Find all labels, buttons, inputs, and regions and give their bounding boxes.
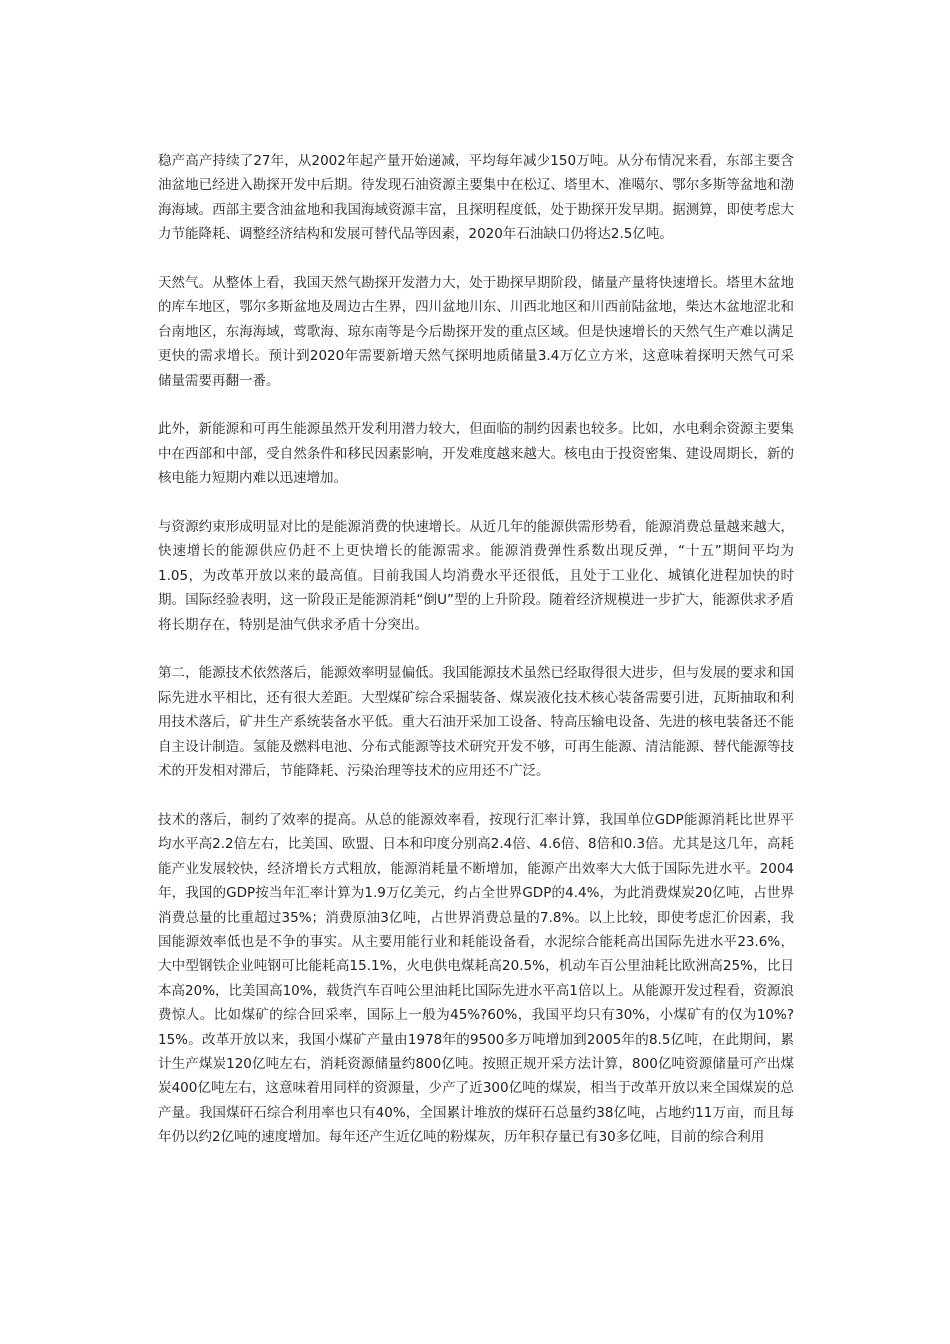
paragraph-natural-gas: 天然气。从整体上看，我国天然气勘探开发潜力大，处于勘探早期阶段，储量产量将快速增长。塔里木盆地的库车地区，鄂尔多斯盆地及周边古生界，四川盆地川东、川西北地区和川西前陆盆地，柴达木盆地涩北和台南地区，东海海域，莺歌海、琼东南等是今后勘探开发的重点区域。但是快速增长的天然气生产难以满足更快的需求增长。预计到2020年需要新增天然气探明地质储量3.4万亿立方米，这意味着探明天然气可采储量需要再翻一番。 [158,275,794,389]
paragraph-new-energy: 此外，新能源和可再生能源虽然开发利用潜力较大，但面临的制约因素也较多。比如，水电剩余资源主要集中在西部和中部，受自然条件和移民因素影响，开发难度越来越大。核电由于投资密集、建设周期长，新的核电能力短期内难以迅速增加。 [158,421,794,487]
document-body [158,149,794,1174]
paragraph-energy-technology: 第二，能源技术依然落后，能源效率明显偏低。我国能源技术虽然已经取得很大进步，但与发展的要求和国际先进水平相比，还有很大差距。大型煤矿综合采掘装备、煤炭液化技术核心装备需要引进，瓦斯抽取和利用技术落后，矿井生产系统装备水平低。重大石油开采加工设备、特高压输电设备、先进的核电装备还不能自主设计制造。氢能及燃料电池、分布式能源等技术研究开发不够，可再生能源、清洁能源、替代能源等技术的开发相对滞后，节能降耗、污染治理等技术的应用还不广泛。 [158,665,794,780]
paragraph-energy-efficiency: 技术的落后，制约了效率的提高。从总的能源效率看，按现行汇率计算，我国单位GDP能源消耗比世界平均水平高2.2倍左右，比美国、欧盟、日本和印度分别高2.4倍、4.6倍、8倍和0.3倍。尤其是这几年，高耗能产业发展较快，经济增长方式粗放，能源消耗量不断增加，能源产出效率大大低于国际先进水平。2004年，我国的GDP按当年汇率计算为1.9万亿美元，约占全世界GDP的4.4%，为此消费煤炭20亿吨，占世界消费总量的比重超过35%；消费原油3亿吨，占世界消费总量的7.8%。以上比较，即使考虑汇价因素，我国能源效率低也是不争的事实。从主要用能行业和耗能设备看，水泥综合能耗高出国际先进水平23.6%，大中型钢铁企业吨钢可比能耗高15.1%，火电供电煤耗高20.5%，机动车百公里油耗比欧洲高25%，比日本高20%，比美国高10%，载货汽车百吨公里油耗比国际先进水平高1倍以上。从能源开发过程看，资源浪费惊人。比如煤矿的综合回采率，国际上一般为45%?60%，我国平均只有30%，小煤矿有的仅为10%?15%。改革开放以来，我国小煤矿产量由1978年的9500多万吨增加到2005年的8.5亿吨，在此期间，累计生产煤炭120亿吨左右，消耗资源储量约800亿吨。按照正规开采方法计算，800亿吨资源储量可产出煤炭400亿吨左右，这意味着用同样的资源量，少产了近300亿吨的煤炭，相当于改革开放以来全国煤炭的总产量。我国煤矸石综合利用率也只有40%，全国累计堆放的煤矸石总量约38亿吨，占地约11万亩，而且每年仍以约2亿吨的速度增加。每年还产生近亿吨的粉煤灰，历年积存量已有30多亿吨，目前的综合利用 [158,811,794,1146]
paragraph-oil-production: 稳产高产持续了27年，从2002年起产量开始递减，平均每年减少150万吨。从分布情况来看，东部主要含油盆地已经进入勘探开发中后期。待发现石油资源主要集中在松辽、塔里木、准噶尔、鄂尔多斯等盆地和渤海海域。西部主要含油盆地和我国海域资源丰富，且探明程度低，处于勘探开发早期。据测算，即使考虑大力节能降耗、调整经济结构和发展可替代品等因素，2020年石油缺口仍将达2.5亿吨。 [158,153,794,243]
paragraph-energy-consumption: 与资源约束形成明显对比的是能源消费的快速增长。从近几年的能源供需形势看，能源消费总量越来越大，快速增长的能源供应仍赶不上更快增长的能源需求。能源消费弹性系数出现反弹，“十五”期间平均为1.05，为改革开放以来的最高值。目前我国人均消费水平还很低，且处于工业化、城镇化进程加快的时期。国际经验表明，这一阶段正是能源消耗“倒U”型的上升阶段。随着经济规模进一步扩大，能源供求矛盾将长期存在，特别是油气供求矛盾十分突出。 [158,519,794,633]
